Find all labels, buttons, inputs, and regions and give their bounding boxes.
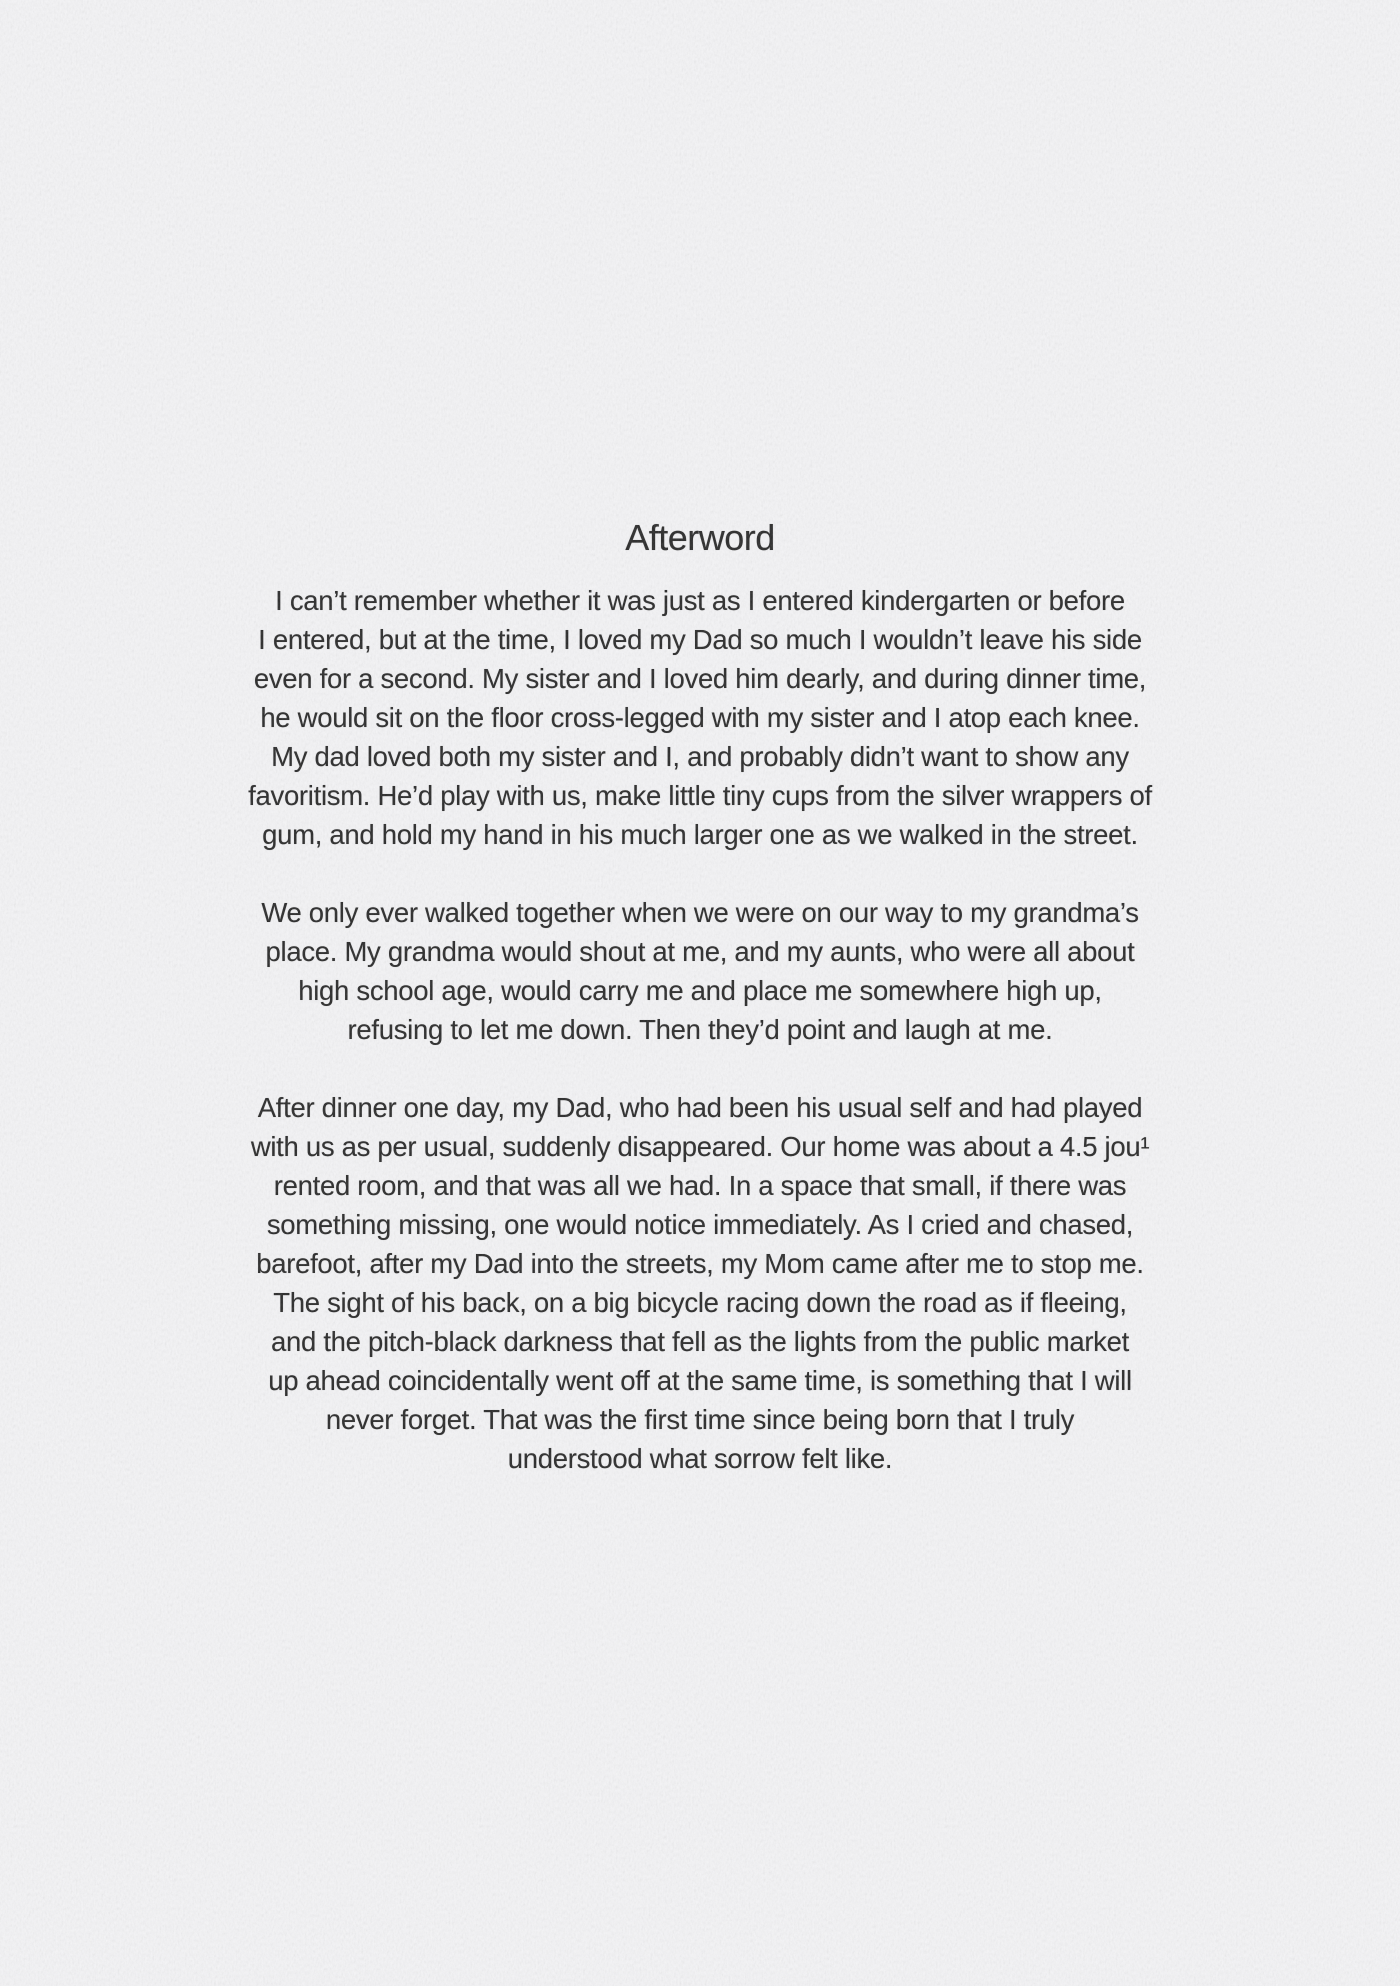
afterword-text-block xyxy=(100,518,1300,1517)
text-line: After dinner one day, my Dad, who had been his usual self and had played xyxy=(257,1092,1143,1123)
paragraph-1 xyxy=(100,581,1300,854)
paragraph-2 xyxy=(100,893,1300,1049)
text-line: up ahead coincidentally went off at the same time, is something that I will xyxy=(268,1365,1132,1396)
text-line: rented room, and that was all we had. In a space that small, if there was xyxy=(273,1170,1127,1201)
page-title: Afterword xyxy=(625,517,775,558)
text-line: never forget. That was the first time since being born that I truly xyxy=(325,1404,1075,1435)
text-line: favoritism. He’d play with us, make little tiny cups from the silver wrappers of xyxy=(248,780,1152,811)
text-line: We only ever walked together when we were on our way to my grandma’s xyxy=(261,897,1139,928)
text-line: something missing, one would notice immediately. As I cried and chased, xyxy=(266,1209,1134,1240)
text-line: I entered, but at the time, I loved my Dad so much I wouldn’t leave his side xyxy=(258,624,1142,655)
text-line: I can’t remember whether it was just as I entered kindergarten or before xyxy=(275,585,1125,616)
text-line: even for a second. My sister and I loved him dearly, and during dinner time, xyxy=(253,663,1147,694)
text-line: and the pitch-black darkness that fell as the lights from the public market xyxy=(271,1326,1129,1357)
text-line: high school age, would carry me and place me somewhere high up, xyxy=(298,975,1102,1006)
text-line: understood what sorrow felt like. xyxy=(507,1443,893,1474)
text-line: refusing to let me down. Then they’d point and laugh at me. xyxy=(347,1014,1053,1045)
text-line: place. My grandma would shout at me, and my aunts, who were all about xyxy=(265,936,1135,967)
text-line: barefoot, after my Dad into the streets, my Mom came after me to stop me. xyxy=(256,1248,1144,1279)
text-line: My dad loved both my sister and I, and probably didn’t want to show any xyxy=(271,741,1129,772)
text-line: gum, and hold my hand in his much larger one as we walked in the street. xyxy=(262,819,1138,850)
text-line: he would sit on the floor cross-legged with my sister and I atop each knee. xyxy=(260,702,1140,733)
paragraph-3 xyxy=(100,1088,1300,1478)
text-line-with-footnote-ref: with us as per usual, suddenly disappeared. Our home was about a 4.5 jou¹ xyxy=(250,1131,1150,1162)
text-line: The sight of his back, on a big bicycle racing down the road as if fleeing, xyxy=(273,1287,1127,1318)
